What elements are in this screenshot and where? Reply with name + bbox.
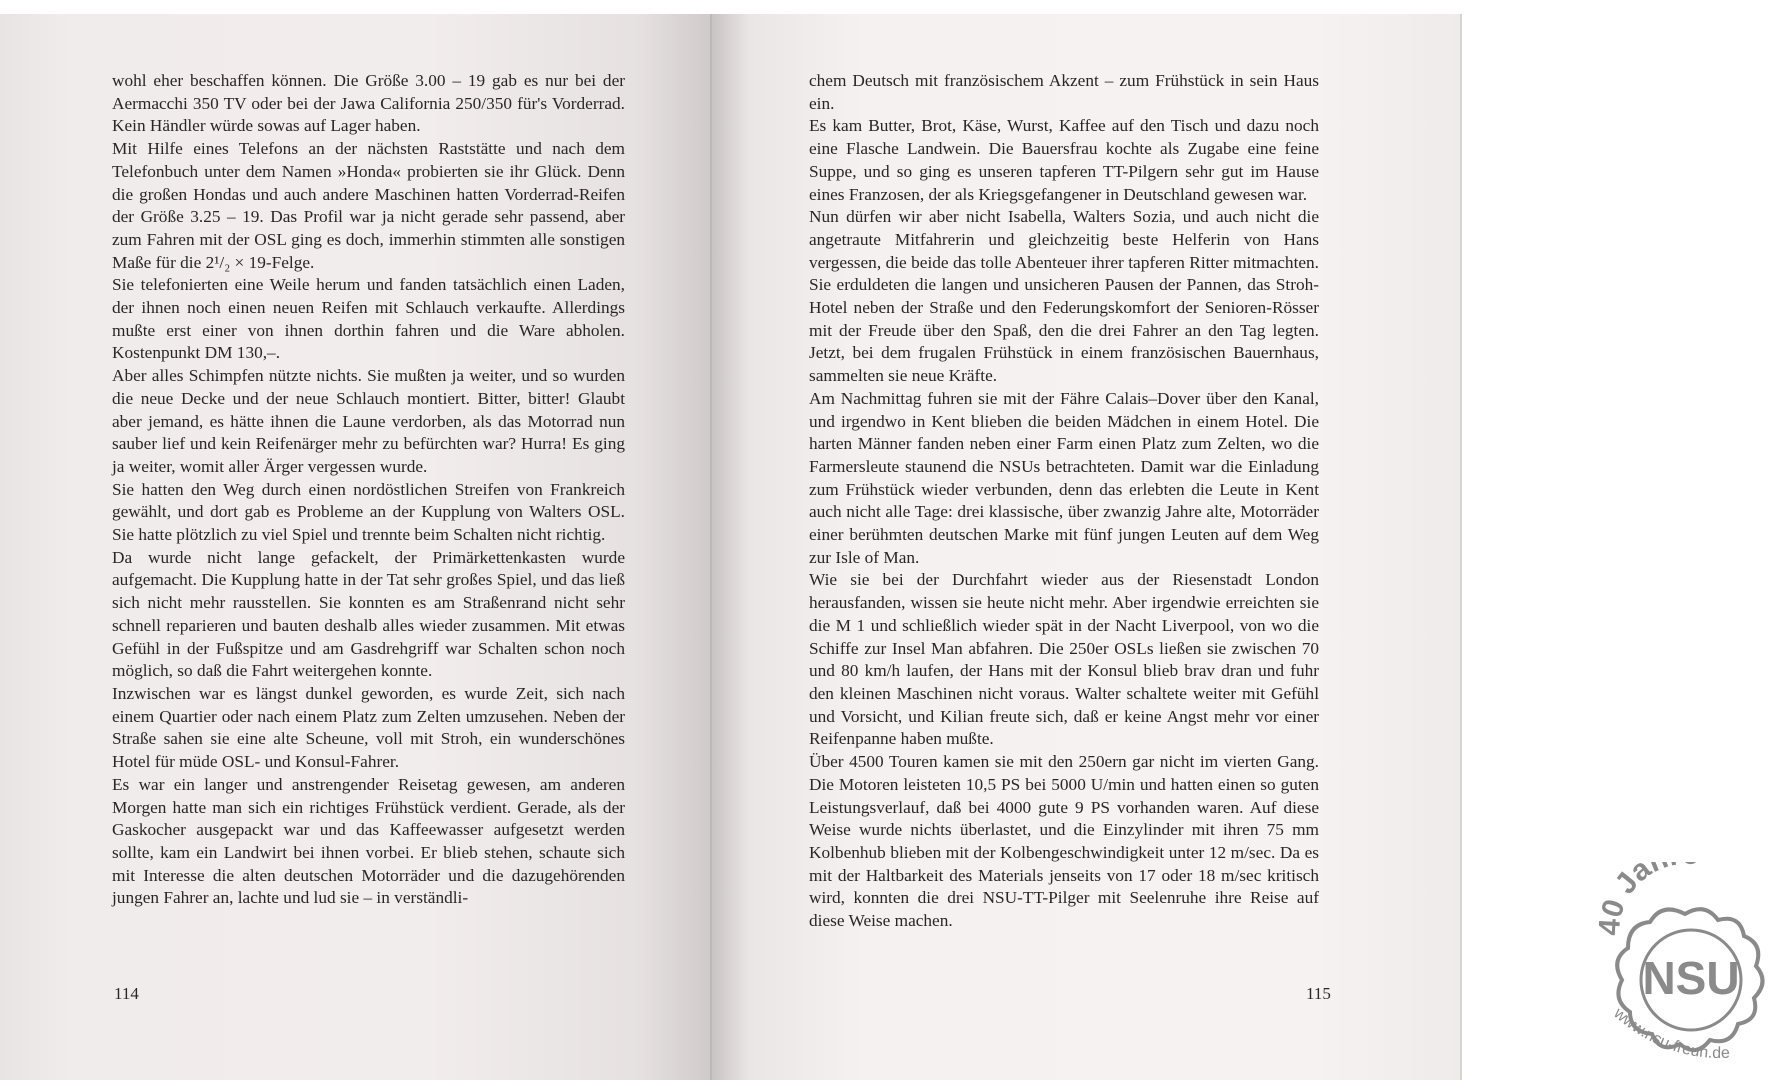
paragraph: Wie sie bei der Durchfahrt wieder aus der Riesenstadt London herausfanden, wissen sie heute nicht mehr. Aber irgendwie erreichten sie die M 1 und schließlich wieder spät in der Nacht Liverpool, von wo die Schiffe zur Insel Man abfahren. Die 250er OSLs ließen sie zwischen 70 und 80 km/h laufen, der Hans mit der Konsul blieb brav dran und fuhr den kleinen Maschinen nicht voraus. Walter schaltete weiter mit Gefühl und Vorsicht, und Kilian freute sich, daß er keine Angst mehr vor einer Reifenpanne haben mußte.: [809, 570, 1319, 749]
left-page: [0, 14, 712, 1080]
page-number-right: 115: [1306, 984, 1331, 1003]
paragraph: Sie hatten den Weg durch einen nordöstlichen Streifen von Frankreich gewählt, und dort gab es Probleme an der Kupplung von Walters OSL. Sie hatte plötzlich zu viel Spiel und trennte beim Schalten nicht richtig.: [112, 479, 625, 545]
right-page-text: [809, 70, 1319, 933]
paragraph: Nun dürfen wir aber nicht Isabella, Walters Sozia, und auch nicht die angetraute Mitfahrerin und gleichzeitig beste Helferin von Hans vergessen, die beide das tolle Abenteuer ihrer tapferen Ritter mitmachten. Sie erduldeten die langen und unsicheren Pausen der Pannen, das Stroh-Hotel neben der Straße und den Federungskomfort der Senioren-Rösser mit der Freude über den Spaß, den die drei Fahrer an den Tag legten. Jetzt, bei dem frugalen Frühstück in einem französischen Bauernhaus, sammelten sie neue Kräfte.: [809, 207, 1319, 386]
page-number-left: 114: [114, 984, 139, 1003]
right-page: [712, 14, 1462, 1080]
nsu-anniversary-badge: [1590, 862, 1779, 1080]
paragraph: Da wurde nicht lange gefackelt, der Primärkettenkasten wurde aufgemacht. Die Kupplung hatte in der Tat sehr großes Spiel, und das ließ sich nicht mehr rausstellen. Sie konnten es am Straßenrand nicht sehr schnell reparieren und bauten deshalb alles wieder zusammen. Mit etwas Gefühl in der Fußspitze und am Gasdrehgriff war Schalten schon noch möglich, so daß die Fahrt weitergehen konnte.: [112, 547, 625, 681]
left-page-text: [112, 70, 625, 910]
paragraph: Mit Hilfe eines Telefons an der nächsten Raststätte und nach dem Telefonbuch unter dem Namen »Honda« probierten sie ihr Glück. Denn die großen Hondas und auch andere Maschinen hatten Vorderrad-Reifen der Größe 3.25 – 19. Das Profil war ja nicht gerade sehr passend, aber zum Fahren mit der OSL ging es doch, immerhin stimmten alle sonstigen Maße für die 2¹/₂ × 19-Felge.: [112, 139, 625, 272]
badge-website-text: www.nsu-freun.de: [1610, 1004, 1731, 1062]
book-spread: [0, 14, 1460, 1080]
paragraph: Über 4500 Touren kamen sie mit den 250ern gar nicht im vierten Gang. Die Motoren leisteten 10,5 PS bei 5000 U/min und hatten einen so guten Leistungsverlauf, daß bei 4000 gute 9 PS vorhanden waren. Auf diese Weise wurde nichts überlastet, und die Einzylinder mit ihren 75 mm Kolbenhub blieben mit der Kolbengeschwindigkeit unter 12 m/sec. Da es mit der Haltbarkeit des Materials jenseits von 17 oder 18 m/sec kritisch wird, konnten die drei NSU-TT-Pilger mit Seelenruhe ihre Reise auf diese Weise machen.: [809, 752, 1319, 931]
badge-top-text: 40 Ja: [1592, 862, 1658, 937]
paragraph: wohl eher beschaffen können. Die Größe 3.00 – 19 gab es nur bei der Aermacchi 350 TV oder bei der Jawa California 250/350 für's Vorderrad. Kein Händler würde sowas auf Lager haben.: [112, 71, 625, 136]
paragraph: Es kam Butter, Brot, Käse, Wurst, Kaffee auf den Tisch und dazu noch eine Flasche Landwein. Die Bauersfrau kochte als Zugabe eine feine Suppe, und so ging es unseren tapferen TT-Pilgern sehr gut im Hause eines Franzosen, der als Kriegsgefangener in Deutschland gewesen war.: [809, 116, 1319, 204]
paragraph: chem Deutsch mit französischem Akzent – zum Frühstück in sein Haus ein.: [809, 71, 1319, 113]
paragraph: Es war ein langer und anstrengender Reisetag gewesen, am anderen Morgen hatte man sich ein richtiges Frühstück verdient. Gerade, als der Gaskocher ausgepackt war und das Kaffeewasser aufgesetzt werden sollte, kam ein Landwirt bei ihnen vorbei. Er blieb stehen, schaute sich mit Interesse die alten deutschen Motorräder und die dazugehörenden jungen Fahrer an, lachte und lud sie – in verständli-: [112, 774, 625, 908]
badge-graphic: [1590, 862, 1779, 1080]
paragraph: Aber alles Schimpfen nützte nichts. Sie mußten ja weiter, und so wurden die neue Decke und der neue Schlauch montiert. Bitter, bitter! Glaubt aber jemand, es hätte ihnen die Laune verdorben, als das Motorrad nun sauber lief und kein Reifenärger mehr zu befürchten war? Hurra! Es ging ja weiter, womit aller Ärger vergessen wurde.: [112, 366, 625, 476]
paragraph: Sie telefonierten eine Weile herum und fanden tatsächlich einen Laden, der ihnen noch einen neuen Reifen mit Schlauch verkaufte. Allerdings mußte erst einer von ihnen dorthin fahren und die Ware abholen. Kostenpunkt DM 130,–.: [112, 275, 625, 363]
paragraph: Am Nachmittag fuhren sie mit der Fähre Calais–Dover über den Kanal, und irgendwo in Kent blieben die beiden Mädchen in einem Hotel. Die harten Männer fanden neben einer Farm einen Platz zum Zelten, wo die Farmersleute staunend die NSUs betrachteten. Damit war die Einladung zum Frühstück wieder verbunden, denn das erlebten die Leute in Kent auch nicht alle Tage: drei klassische, über zwanzig Jahre alte, Motorräder einer berühmten deutschen Marke mit fünf jungen Leuten auf dem Weg zur Isle of Man.: [809, 388, 1319, 567]
badge-logo-text: NSU: [1642, 952, 1740, 1004]
paragraph: Inzwischen war es längst dunkel geworden, es wurde Zeit, sich nach einem Quartier oder nach einem Platz zum Zelten umzusehen. Neben der Straße sahen sie eine alte Scheune, voll mit Stroh, ein wunderschönes Hotel für müde OSL- und Konsul-Fahrer.: [112, 683, 625, 772]
